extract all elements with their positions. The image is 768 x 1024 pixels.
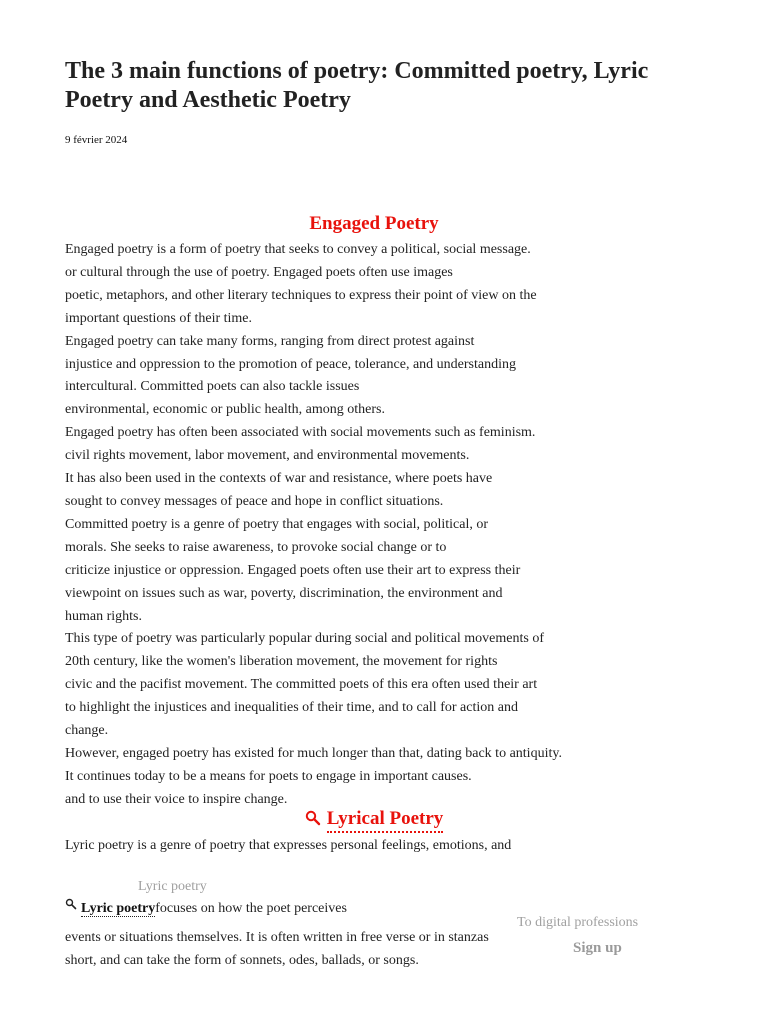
paragraph-line: change.	[65, 723, 109, 739]
paragraph-line: Engaged poetry has often been associated with social movements such as feminism.	[65, 425, 536, 441]
paragraph-line: However, engaged poetry has existed for much longer than that, dating back to antiquity.	[65, 745, 562, 761]
engaged-body	[65, 239, 562, 812]
keyword-link[interactable]: Lyric poetry	[81, 901, 156, 916]
paragraph-line: important questions of their time.	[65, 310, 253, 326]
paragraph-line: criticize injustice or oppression. Engaged poets often use their art to express their	[65, 562, 521, 578]
lyrical-body	[65, 927, 489, 973]
paragraph-line: Committed poetry is a genre of poetry that engages with social, political, or	[65, 516, 489, 532]
engaged-heading: Engaged Poetry	[309, 213, 439, 234]
paragraph-line: 20th century, like the women's liberation movement, the movement for rights	[65, 654, 498, 670]
keyword-row	[65, 898, 347, 920]
paragraph-line: Engaged poetry is a form of poetry that seeks to convey a political, social message.	[65, 242, 531, 257]
paragraph-line: This type of poetry was particularly popular during social and political movements of	[65, 631, 544, 647]
paragraph-line: environmental, economic or public health, among others.	[65, 402, 385, 418]
paragraph-line: and to use their voice to inspire change.	[65, 791, 288, 807]
lyrical-heading[interactable]	[65, 808, 683, 833]
paragraph-line: injustice and oppression to the promotion of peace, tolerance, and understanding	[65, 356, 516, 372]
publish-date: 9 février 2024	[65, 134, 128, 146]
paragraph-line: sought to convey messages of peace and hope in conflict situations.	[65, 493, 444, 509]
paragraph-line: Engaged poetry can take many forms, ranging from direct protest against	[65, 333, 475, 349]
keyword-row-text: focuses on how the poet perceives	[155, 901, 347, 916]
keyword-tooltip: Lyric poetry	[138, 879, 207, 894]
paragraph-line: It continues today to be a means for poets to engage in important causes.	[65, 768, 472, 784]
paragraph-line: or cultural through the use of poetry. Engaged poets often use images	[65, 264, 453, 280]
paragraph-line: morals. She seeks to raise awareness, to provoke social change or to	[65, 539, 447, 555]
search-icon[interactable]	[305, 810, 321, 832]
lyrical-intro-line: Lyric poetry is a genre of poetry that expresses personal feelings, emotions, and	[65, 838, 512, 853]
paragraph-line: to highlight the injustices and inequalities of their time, and to call for action and	[65, 700, 518, 716]
paragraph-line: human rights.	[65, 608, 142, 624]
paragraph-line: poetic, metaphors, and other literary techniques to express their point of view on the	[65, 287, 537, 303]
search-icon[interactable]	[65, 896, 77, 918]
paragraph-line: intercultural. Committed poets can also tackle issues	[65, 379, 360, 395]
paragraph-line: It has also been used in the contexts of war and resistance, where poets have	[65, 471, 493, 487]
lyrical-intro	[65, 835, 511, 858]
paragraph-line: viewpoint on issues such as war, poverty, discrimination, the environment and	[65, 585, 503, 601]
promo-text: To digital professions	[517, 915, 639, 930]
paragraph-line: civic and the pacifist movement. The committed poets of this era often used their art	[65, 677, 538, 693]
paragraph-line: short, and can take the form of sonnets, odes, ballads, or songs.	[65, 952, 419, 968]
paragraph-line: civil rights movement, labor movement, and environmental movements.	[65, 448, 470, 464]
lyrical-heading-link[interactable]: Lyrical Poetry	[327, 808, 444, 833]
paragraph-line: events or situations themselves. It is often written in free verse or in stanzas	[65, 930, 489, 945]
signup-button[interactable]: Sign up	[573, 940, 622, 956]
page-title: The 3 main functions of poetry: Committed poetry, Lyric Poetry and Aesthetic Poetry	[65, 58, 649, 113]
